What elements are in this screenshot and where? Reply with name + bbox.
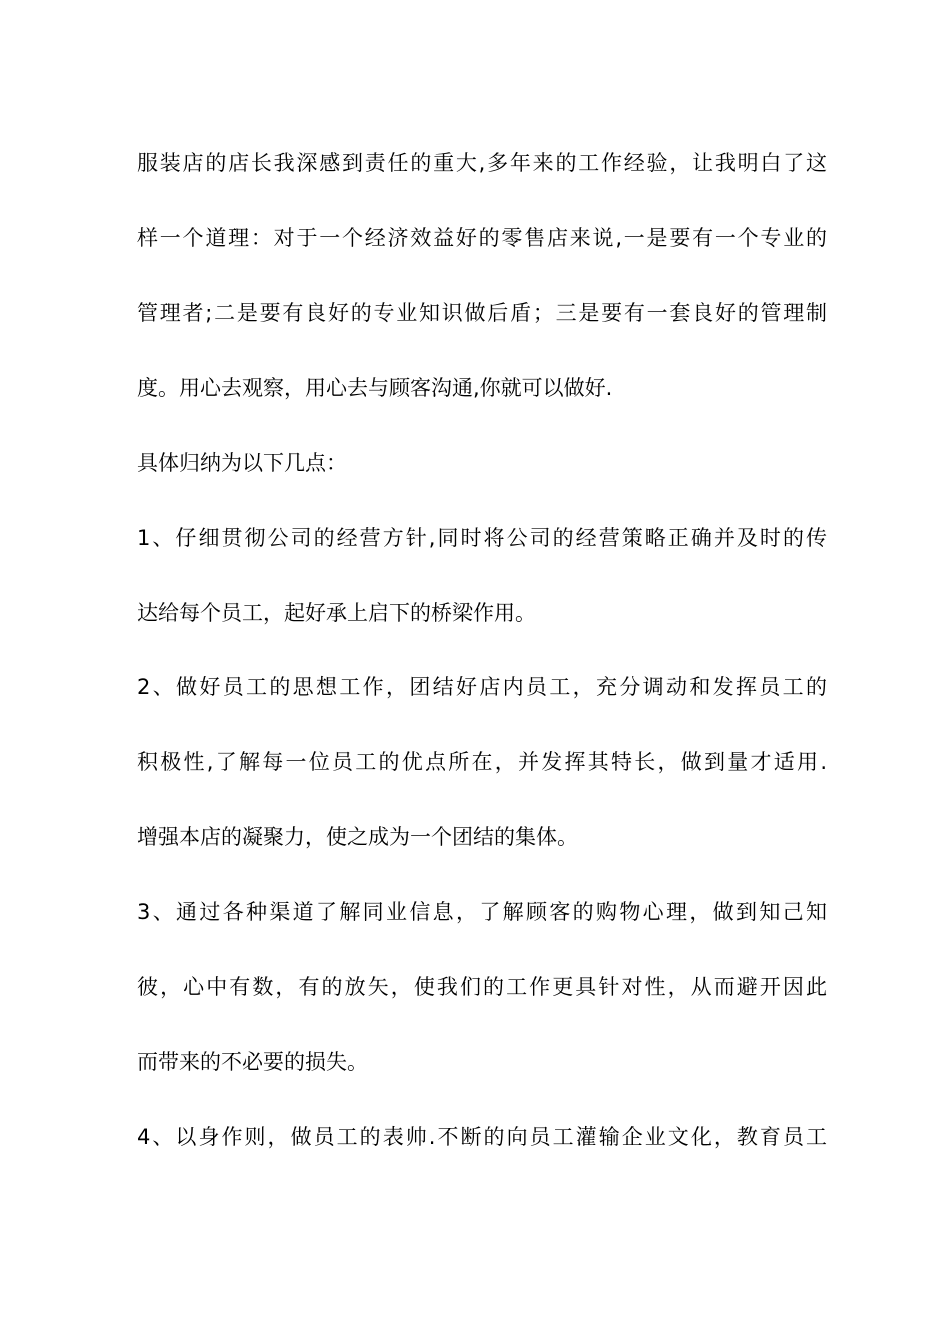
list-item-4-line: 4、以身作则，做员工的表帅.不断的向员工灌输企业文化，教育员工 (137, 1125, 827, 1149)
body-text-line: 管理者;二是要有良好的专业知识做后盾；三是要有一套良好的管理制 (137, 301, 827, 325)
list-item-2-line: 增强本店的凝聚力，使之成为一个团结的集体。 (137, 825, 578, 849)
body-text-line: 度。用心去观察，用心去与顾客沟通,你就可以做好. (137, 376, 613, 400)
body-text-line: 服装店的店长我深感到责任的重大,多年来的工作经验，让我明白了这 (137, 151, 827, 175)
list-item-2-line: 2、做好员工的思想工作，团结好店内员工，充分调动和发挥员工的 (137, 675, 827, 699)
list-item-1-line: 达给每个员工，起好承上启下的桥梁作用。 (137, 601, 536, 625)
list-item-1-line: 1、仔细贯彻公司的经营方针,同时将公司的经营策略正确并及时的传 (137, 526, 827, 550)
list-item-3-line: 彼，心中有数，有的放矢，使我们的工作更具针对性，从而避开因此 (137, 975, 827, 999)
list-item-3-line: 而带来的不必要的损失。 (137, 1050, 368, 1074)
list-item-2-line: 积极性,了解每一位员工的优点所在，并发挥其特长，做到量才适用. (137, 750, 827, 774)
body-text-line: 样一个道理：对于一个经济效益好的零售店来说,一是要有一个专业的 (137, 226, 827, 250)
section-intro-line: 具体归纳为以下几点： (137, 451, 347, 475)
list-item-3-line: 3、通过各种渠道了解同业信息，了解顾客的购物心理，做到知己知 (137, 900, 827, 924)
